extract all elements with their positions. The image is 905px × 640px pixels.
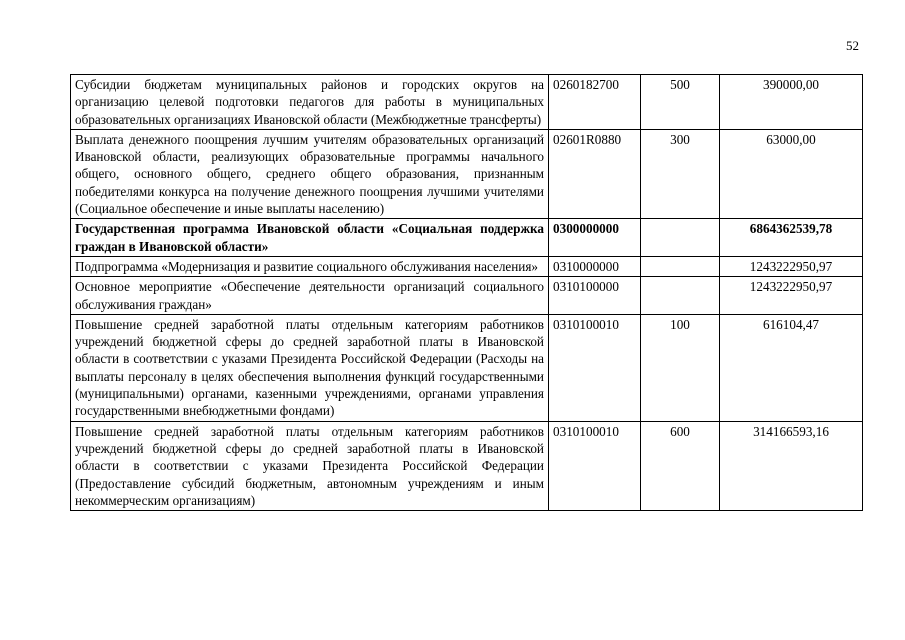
row-description: Основное мероприятие «Обеспечение деятельности организаций социального обслуживания граждан» xyxy=(71,277,549,315)
row-expense-type xyxy=(641,256,720,276)
row-description: Выплата денежного поощрения лучшим учителям образовательных организаций Ивановской области, реализующих образовательные программы начального общего, основного общего, среднего общего образования, признанным победителями конкурса на получение денежного поощрения лучшими учителями (Социальное обеспечение и иные выплаты населению) xyxy=(71,129,549,218)
budget-table xyxy=(70,74,863,511)
row-target-code: 0300000000 xyxy=(549,219,641,257)
table-row xyxy=(71,421,863,510)
row-description: Государственная программа Ивановской области «Социальная поддержка граждан в Ивановской области» xyxy=(71,219,549,257)
row-amount: 1243222950,97 xyxy=(720,277,863,315)
row-amount: 314166593,16 xyxy=(720,421,863,510)
row-amount: 1243222950,97 xyxy=(720,256,863,276)
row-description: Повышение средней заработной платы отдельным категориям работников учреждений бюджетной сферы до средней заработной платы в Ивановской области в соответствии с указами Президента Российской Федерации (Расходы на выплаты персоналу в целях обеспечения выполнения функций государственными (муниципальными) органами, казенными учреждениями, органами управления государственными внебюджетными фондами) xyxy=(71,314,549,421)
row-amount: 6864362539,78 xyxy=(720,219,863,257)
table-row xyxy=(71,75,863,130)
row-amount: 63000,00 xyxy=(720,129,863,218)
row-expense-type: 600 xyxy=(641,421,720,510)
row-target-code: 0260182700 xyxy=(549,75,641,130)
row-description: Повышение средней заработной платы отдельным категориям работников учреждений бюджетной сферы до средней заработной платы в Ивановской области в соответствии с указами Президента Российской Федерации (Предоставление субсидий бюджетным, автономным учреждениям и иным некоммерческим организациям) xyxy=(71,421,549,510)
row-description: Подпрограмма «Модернизация и развитие социального обслуживания населения» xyxy=(71,256,549,276)
row-target-code: 0310000000 xyxy=(549,256,641,276)
page-number: 52 xyxy=(846,38,859,53)
row-expense-type xyxy=(641,219,720,257)
row-target-code: 02601R0880 xyxy=(549,129,641,218)
table-row-program xyxy=(71,219,863,257)
row-target-code: 0310100010 xyxy=(549,314,641,421)
row-target-code: 0310100000 xyxy=(549,277,641,315)
row-amount: 390000,00 xyxy=(720,75,863,130)
row-amount: 616104,47 xyxy=(720,314,863,421)
row-expense-type: 500 xyxy=(641,75,720,130)
row-expense-type xyxy=(641,277,720,315)
table-row xyxy=(71,314,863,421)
table-row xyxy=(71,129,863,218)
row-expense-type: 300 xyxy=(641,129,720,218)
row-expense-type: 100 xyxy=(641,314,720,421)
row-target-code: 0310100010 xyxy=(549,421,641,510)
row-description: Субсидии бюджетам муниципальных районов и городских округов на организацию целевой подготовки педагогов для работы в муниципальных образовательных организациях Ивановской области (Межбюджетные трансферты) xyxy=(71,75,549,130)
table-row xyxy=(71,277,863,315)
table-row xyxy=(71,256,863,276)
